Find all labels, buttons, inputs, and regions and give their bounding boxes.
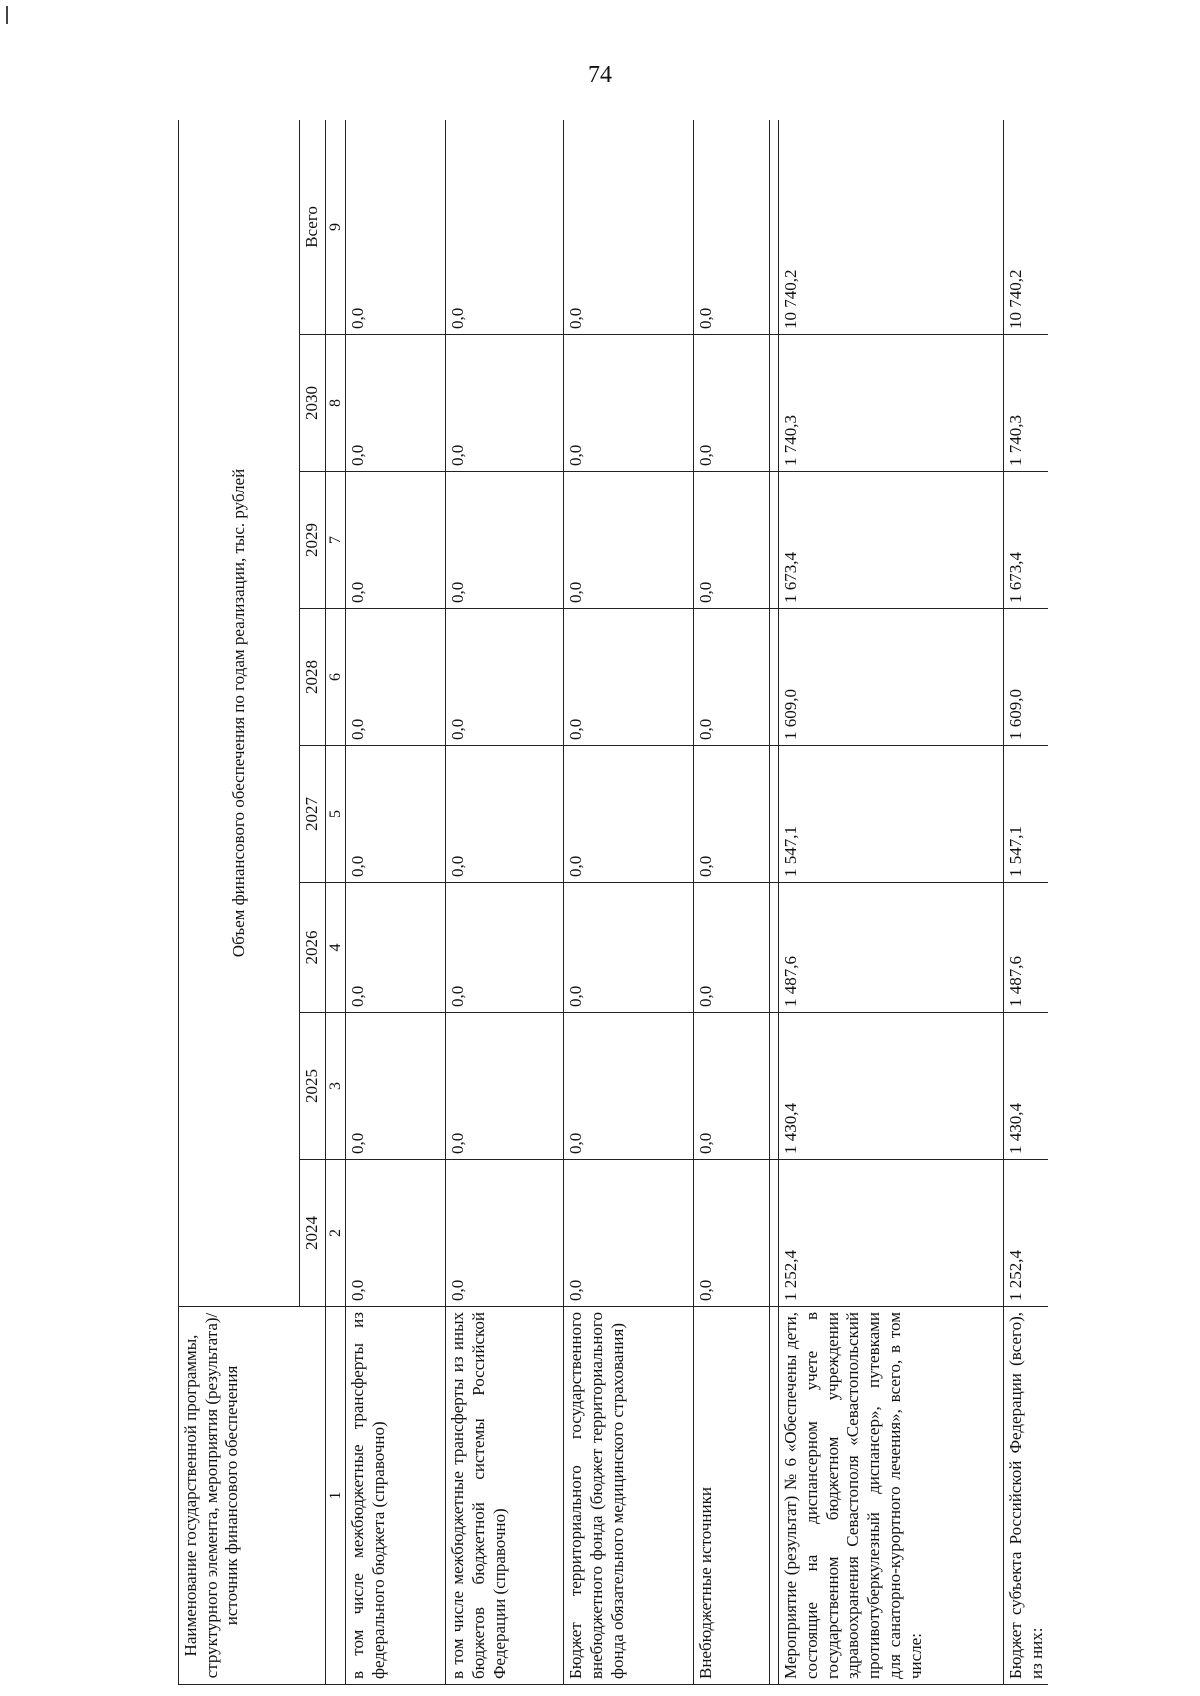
cell-value: 0,0	[694, 883, 770, 1013]
year-header: 2024	[300, 1160, 326, 1307]
table-row	[446, 120, 564, 1685]
cell-value: 0,0	[346, 609, 446, 746]
cell-value: 1 252,4	[779, 1160, 1004, 1307]
table-row	[779, 120, 1004, 1685]
row-name: в том числе межбюджетные трансферты из федерального бюджета (справочно)	[346, 1307, 446, 1685]
column-index: 9	[325, 120, 346, 335]
cell-value: 0,0	[564, 609, 694, 746]
year-header: 2030	[300, 335, 326, 472]
cell-value: 0,0	[446, 746, 564, 883]
header-row-1	[179, 120, 300, 1685]
cell-value: 0,0	[346, 120, 446, 335]
cell-value: 1 487,6	[779, 883, 1004, 1013]
cell-value: 0,0	[564, 1160, 694, 1307]
column-index: 2	[325, 1160, 346, 1307]
total-header: Всего	[300, 120, 326, 335]
rotated-table-wrapper	[178, 120, 1048, 1685]
cell-value: 1 547,1	[1004, 746, 1048, 883]
column-index-row	[325, 120, 346, 1685]
year-header: 2028	[300, 609, 326, 746]
cell-value: 1 547,1	[779, 746, 1004, 883]
cell-value: 0,0	[346, 883, 446, 1013]
cell-value: 1 673,4	[779, 472, 1004, 609]
cell-value: 0,0	[446, 1013, 564, 1160]
table-row	[1004, 120, 1048, 1685]
cell-value: 0,0	[346, 1160, 446, 1307]
cell-value: 0,0	[446, 609, 564, 746]
row-name: Внебюджетные источники	[694, 1307, 770, 1685]
cell-value: 0,0	[346, 1013, 446, 1160]
cell-value: 0,0	[694, 335, 770, 472]
column-index: 1	[325, 1307, 346, 1685]
cell-value: 1 430,4	[1004, 1013, 1048, 1160]
cell-value: 10 740,2	[1004, 120, 1048, 335]
year-header: 2029	[300, 472, 326, 609]
year-header: 2025	[300, 1013, 326, 1160]
cell-value: 0,0	[346, 746, 446, 883]
row-name: Бюджет субъекта Российской Федерации (всего), из них:	[1004, 1307, 1048, 1685]
cell-value: 0,0	[564, 746, 694, 883]
cell-value: 0,0	[694, 1160, 770, 1307]
cell-value: 0,0	[564, 1013, 694, 1160]
column-index: 6	[325, 609, 346, 746]
cell-value: 0,0	[564, 120, 694, 335]
cell-value: 0,0	[346, 335, 446, 472]
cell-value: 0,0	[446, 120, 564, 335]
cell-value: 1 252,4	[1004, 1160, 1048, 1307]
cell-value: 1 609,0	[779, 609, 1004, 746]
row-separator	[770, 120, 779, 1685]
cell-value: 1 673,4	[1004, 472, 1048, 609]
cell-value: 0,0	[346, 472, 446, 609]
table-row	[564, 120, 694, 1685]
row-name: в том числе межбюджетные трансферты из иных бюджетов бюджетной системы Российской Федерации (справочно)	[446, 1307, 564, 1685]
cell-value: 0,0	[446, 472, 564, 609]
cell-value: 0,0	[694, 1013, 770, 1160]
column-index: 4	[325, 883, 346, 1013]
cell-value: 0,0	[564, 883, 694, 1013]
cell-value: 0,0	[446, 1160, 564, 1307]
cell-value: 0,0	[694, 472, 770, 609]
cell-value: 1 740,3	[1004, 335, 1048, 472]
cell-value: 10 740,2	[779, 120, 1004, 335]
column-index: 7	[325, 472, 346, 609]
column-index: 8	[325, 335, 346, 472]
cell-value: 1 487,6	[1004, 883, 1048, 1013]
column-index: 3	[325, 1013, 346, 1160]
table-row	[694, 120, 770, 1685]
header-volume-cell: Объем финансового обеспечения по годам реализации, тыс. рублей	[179, 120, 300, 1307]
year-header: 2026	[300, 883, 326, 1013]
header-name-cell: Наименование государственной программы, структурного элемента, мероприятия (результата)/источник финансового обеспечения	[179, 1307, 326, 1685]
cell-value: 1 740,3	[779, 335, 1004, 472]
rotated-table-frame	[178, 120, 1048, 1685]
cell-value: 0,0	[694, 120, 770, 335]
column-index: 5	[325, 746, 346, 883]
row-name: Мероприятие (результат) № 6 «Обеспечены дети, состоящие на диспансерном учете в государственном бюджетном учреждении здравоохранения Севастополя «Севастопольский противотуберкулезный диспансер», путевками для санаторно-курортного лечения», всего, в том числе:	[779, 1307, 1004, 1685]
row-name: Бюджет территориального государственного внебюджетного фонда (бюджет территориального фонда обязательного медицинского страхования)	[564, 1307, 694, 1685]
cell-value: 1 609,0	[1004, 609, 1048, 746]
cell-value: 0,0	[446, 883, 564, 1013]
scan-mark	[6, 6, 8, 24]
cell-value: 0,0	[564, 472, 694, 609]
table-row	[346, 120, 446, 1685]
year-header: 2027	[300, 746, 326, 883]
financing-table	[178, 120, 1048, 1685]
page-number: 74	[588, 62, 612, 88]
cell-value: 0,0	[694, 746, 770, 883]
cell-value: 0,0	[694, 609, 770, 746]
cell-value: 0,0	[564, 335, 694, 472]
cell-value: 1 430,4	[779, 1013, 1004, 1160]
cell-value: 0,0	[446, 335, 564, 472]
